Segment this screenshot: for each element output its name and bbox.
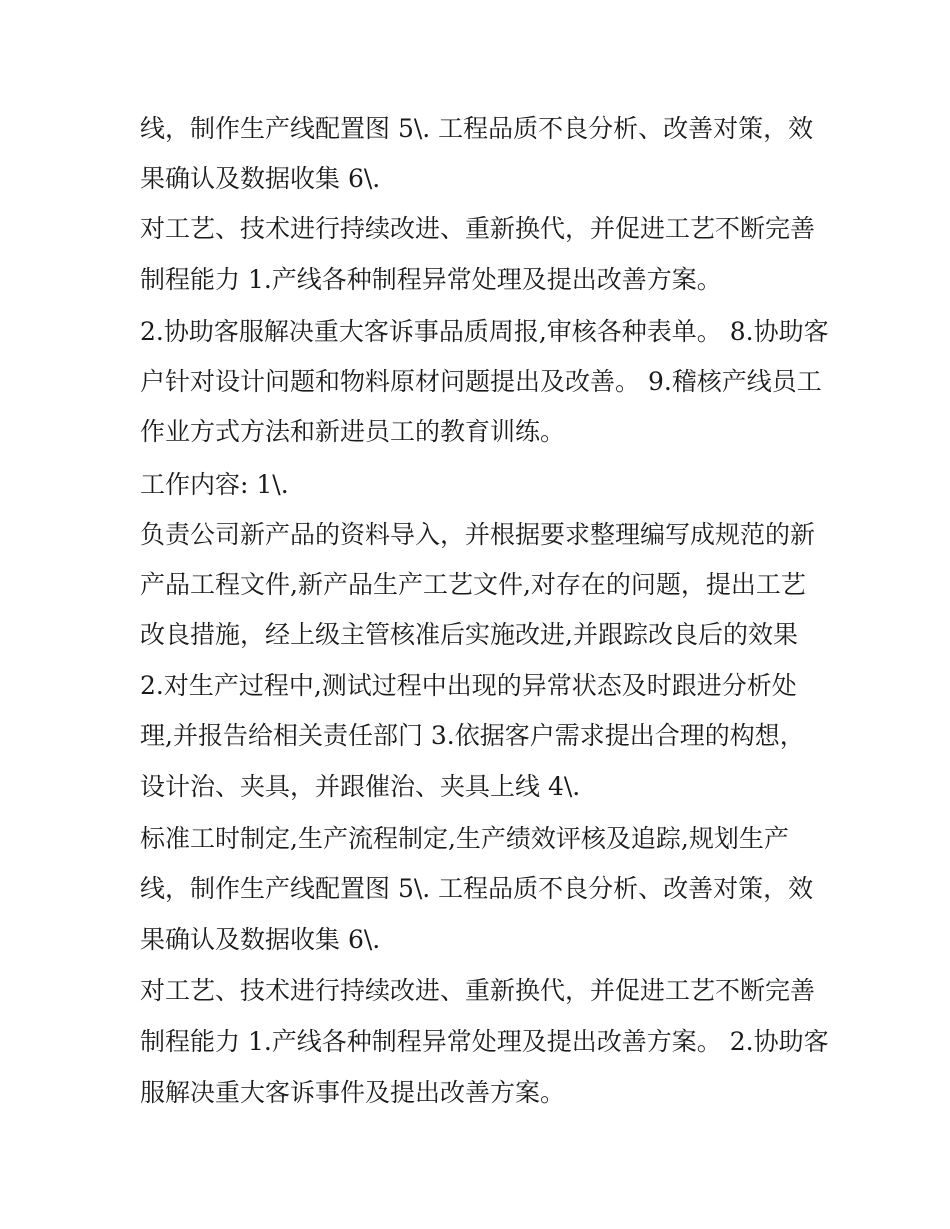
- text-line: 果确认及数据收集 6\.: [140, 164, 381, 193]
- text-line: 工作内容: 1\.: [140, 470, 289, 499]
- text-line: 制程能力 1.产线各种制程异常处理及提出改善方案。: [140, 265, 722, 294]
- text-line: 2.协助客服解决重大客诉事品质周报,审核各种表单。 8.协助客: [140, 317, 829, 346]
- text-line: 理,并报告给相关责任部门 3.依据客户需求提出合理的构想，: [140, 721, 805, 750]
- text-line: 产品工程文件,新产品生产工艺文件,对存在的问题，提出工艺: [140, 570, 806, 599]
- text-line: 标准工时制定,生产流程制定,生产绩效评核及追踪,规划生产: [140, 824, 789, 853]
- text-line: 对工艺、技术进行持续改进、重新换代，并促进工艺不断完善: [140, 214, 816, 243]
- text-line: 对工艺、技术进行持续改进、重新换代，并促进工艺不断完善: [140, 976, 816, 1005]
- text-line: 设计治、夹具，并跟催治、夹具上线 4\.: [140, 772, 581, 801]
- text-line: 制程能力 1.产线各种制程异常处理及提出改善方案。 2.协助客: [140, 1027, 829, 1056]
- text-line: 2.对生产过程中,测试过程中出现的异常状态及时跟进分析处: [140, 671, 797, 700]
- text-line: 作业方式方法和新进员工的教育训练。: [140, 417, 566, 446]
- text-line: 户针对设计问题和物料原材问题提出及改善。 9.稽核产线员工: [140, 367, 822, 396]
- text-line: 改良措施，经上级主管核准后实施改进,并跟踪改良后的效果: [140, 620, 798, 649]
- text-line: 负责公司新产品的资料导入，并根据要求整理编写成规范的新: [140, 520, 816, 549]
- text-line: 线，制作生产线配置图 5\. 工程品质不良分析、改善对策，效: [140, 114, 814, 143]
- text-line: 果确认及数据收集 6\.: [140, 925, 381, 954]
- text-line: 服解决重大客诉事件及提出改善方案。: [140, 1078, 566, 1107]
- text-line: 线，制作生产线配置图 5\. 工程品质不良分析、改善对策，效: [140, 874, 814, 903]
